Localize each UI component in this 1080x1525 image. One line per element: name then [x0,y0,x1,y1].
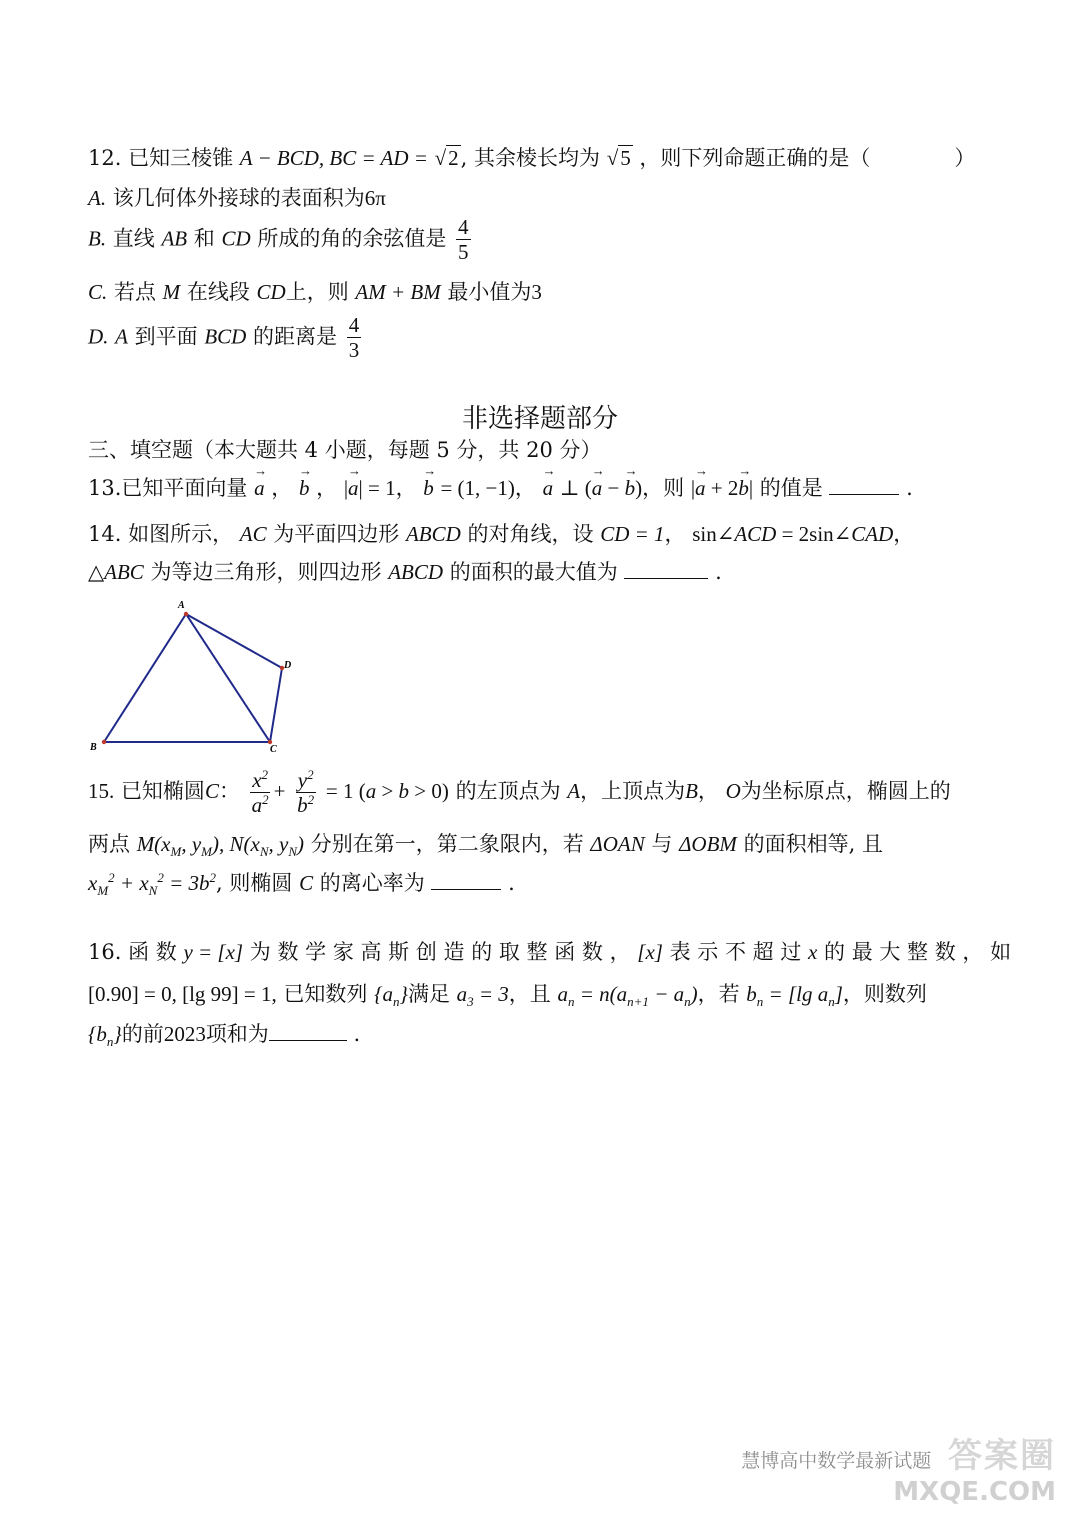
label-a: A [178,600,185,611]
fraction-4-5: $\frac{4}{5}$ [458,215,469,265]
q16-line2: [0.90] = 0, [lg 99] = 1, 已知数列 $\{a_n\}$满足 $a_3 = 3$，且 $a_n = n(a_{n+1} - a_n)$，若 $b_n = [\lg$ $a_n$]，则数列 [88,982,927,1010]
q16-line3: $\{b_n\}$的前2023项和为 . [88,1022,361,1050]
watermark-logo: 答案圈 [948,1436,1056,1476]
segment-da [186,614,282,668]
q14-line1: 14. 如图所示， AC 为平面四边形 ABCD 的对角线，设 CD = 1， sin∠ACD = 2sin∠CAD， [88,522,915,546]
q12-math-1: A − BCD, BC = AD = [239,146,428,170]
q12-option-c: C. 若点 M 在线段 CD上，则 AM + BM 最小值为3 [88,280,542,304]
label-b: B [90,742,97,753]
quadrilateral-diagram [86,596,306,756]
watermark [741,1428,1056,1507]
q15-line3: $x_M^2 + x_N^2 = 3b^2$, 则椭圆 C 的离心率为 . [88,870,515,899]
watermark-site: MXQE.COM [893,1477,1056,1507]
label-d: D [284,660,292,671]
q12-option-a: A. 该几何体外接球的表面积为6π [88,186,386,210]
q12-stem: 12. 已知三棱锥 A − BCD, BC = AD = √2, 其余棱长均为 √5 ，则下列命题正确的是（ ） [88,146,976,170]
q13: 13.已知平面向量 → a ， → b ， |→ a| = 1， → b = (1, −1)， → a ⊥ (→ a − → b)，则 |→ a + 2→ b| 的值是 . [88,476,913,501]
answer-blank-16[interactable] [269,1022,347,1041]
q14-line2: △ABC 为等边三角形，则四边形 ABCD 的面积的最大值为 . [88,560,722,584]
point-a [184,612,188,616]
answer-blank-14[interactable] [624,560,708,579]
point-b [102,740,106,744]
sqrt5: √5 [606,146,631,170]
diagram-lines [104,614,282,742]
segment-ab [104,614,186,742]
diagram-points [102,612,284,744]
fraction-4-3: $\frac{4}{3}$ [348,313,360,363]
q12-option-d: D. A 到平面 BCD 的距离是 $\frac{4}{3}$ [88,313,360,363]
q12-lead: 12. 已知三棱锥 [88,146,234,170]
section-subtitle: 三、填空题（本大题共 4 小题，每题 5 分，共 20 分） [88,438,602,462]
watermark-text: 慧博高中数学最新试题 [741,1450,932,1472]
sqrt2: √2 [434,146,459,170]
segment-ca [186,614,270,742]
q15-line1: 15. 已知椭圆C： $\frac{x^2}{a^2}$ + $\frac{y^2}{b^2}$ = 1 (a > b > 0) 的左顶点为 A，上顶点为B， O为坐标原点，椭圆上的 [88,767,951,818]
answer-blank-15[interactable] [431,871,501,890]
answer-blank-13[interactable] [829,476,899,495]
q12-option-b: B. 直线 AB 和 CD 所成的角的余弦值是 $\frac{4}{5}$ [88,215,469,265]
label-c: C [270,744,277,755]
q15-line2: 两点 $M(x_M$, $y_M$), $N(x_N$, $y_N$) 分别在第一，第二象限内，若 ΔOAN 与 ΔOBM 的面积相等, 且 [88,832,883,860]
section-title: 非选择题部分 [461,404,618,434]
segment-cd [270,668,282,742]
q16-line1: 16. 函 数 y = [x] 为 数 学 家 高 斯 创 造 的 取 整 函 数 ， [x] 表 示 不 超 过 x 的 最 大 整 数 ， 如 [88,940,1012,964]
